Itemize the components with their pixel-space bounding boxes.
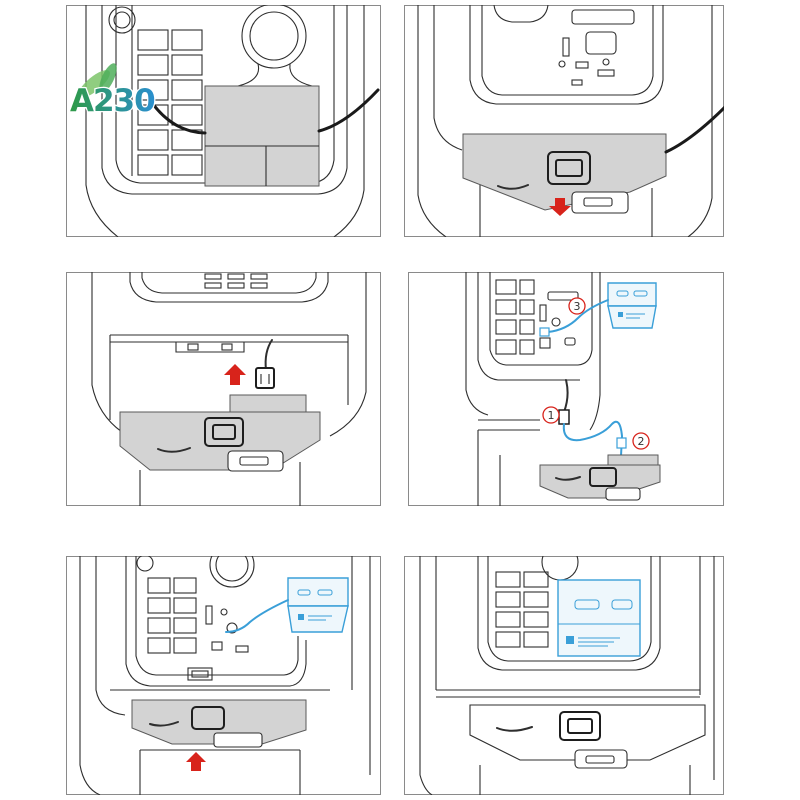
panel-frame: [67, 273, 381, 506]
usb-module: [558, 580, 640, 656]
usb-module: [288, 578, 348, 632]
callout-2: [633, 433, 649, 449]
cable-plug: [617, 438, 626, 448]
callout-number: 3: [573, 300, 581, 313]
callout-number: 1: [547, 409, 555, 422]
panel-4: [409, 272, 724, 506]
usb-port-icon: [606, 488, 640, 500]
panel-5: [67, 543, 381, 795]
callout-1: [543, 407, 559, 423]
usb-port-icon: [572, 192, 628, 213]
callout-number: 2: [637, 435, 645, 448]
callout-3: [569, 298, 585, 314]
cable-plug: [540, 328, 549, 336]
logo-text: A230: [70, 83, 155, 119]
panel-1: [67, 4, 381, 237]
panel-3: [67, 272, 381, 506]
panel-2: [405, 5, 727, 237]
panel-6: [405, 544, 724, 795]
usb-port-icon: [228, 451, 283, 471]
storage-box: [205, 86, 319, 186]
usb-port-icon: [575, 750, 627, 768]
usb-port-icon: [214, 733, 262, 747]
usb-module: [608, 283, 656, 328]
wire-connector: [559, 410, 569, 424]
